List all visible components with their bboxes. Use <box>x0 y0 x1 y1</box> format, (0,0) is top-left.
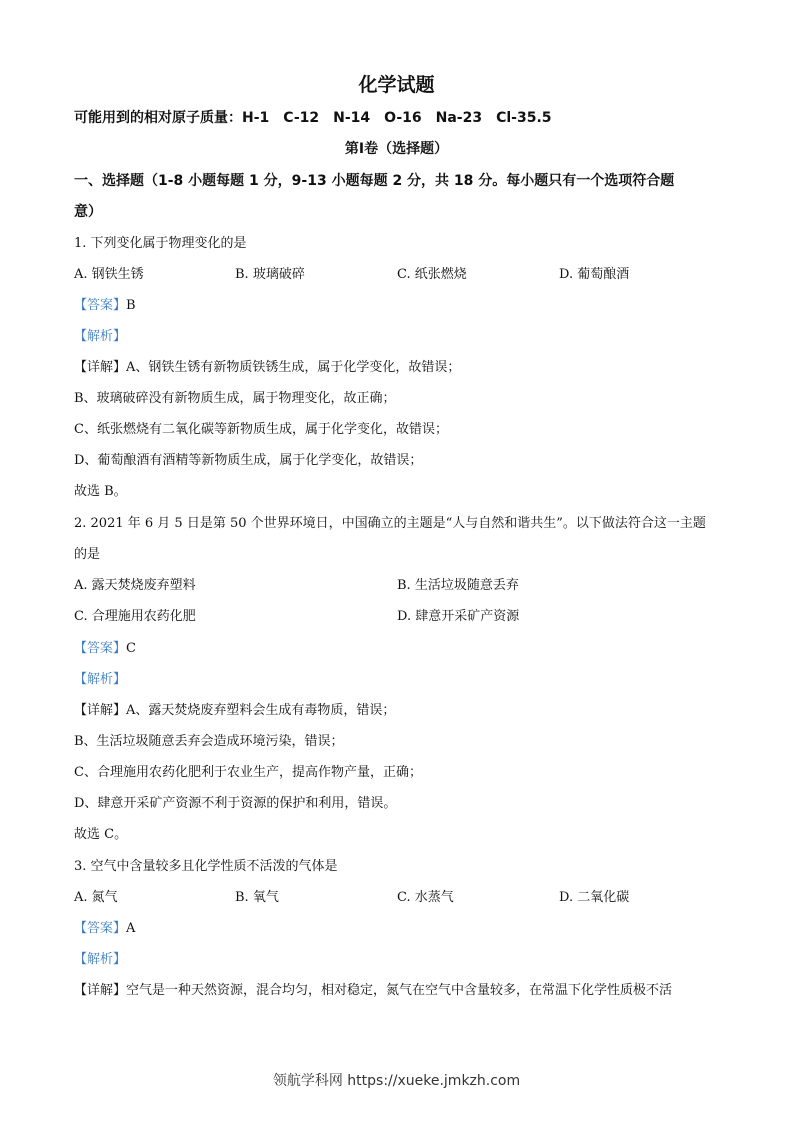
question-3-answer <box>74 920 135 938</box>
detail-text: A、露天焚烧废弃塑料会生成有毒物质，错误； <box>126 703 396 718</box>
question-2-option-b: B. 生活垃圾随意丢弃 <box>397 578 519 593</box>
atomic-masses-line: 可能用到的相对原子质量：H-1 C-12 N-14 O-16 Na-23 Cl-35.5 <box>74 110 552 126</box>
question-2-answer <box>74 640 136 658</box>
question-2-detail-line: D、肆意开采矿产资源不利于资源的保护和利用，错误。 <box>74 796 397 811</box>
detail-label: 【详解】 <box>74 983 127 998</box>
question-1-stem: 1. 下列变化属于物理变化的是 <box>74 236 247 251</box>
question-1-option-a: A. 钢铁生锈 <box>74 267 144 282</box>
answer-label: 【答案】 <box>74 641 127 656</box>
question-2-option-c: C. 合理施用农药化肥 <box>74 609 196 624</box>
question-3-option-c: C. 水蒸气 <box>397 890 454 905</box>
section-heading-continued: 意） <box>74 204 102 220</box>
question-2-stem: 2. 2021 年 6 月 5 日是第 50 个世界环境日，中国确立的主题是“人与自然和谐共生”。以下做法符合这一主题 <box>74 516 706 531</box>
section-heading: 一、选择题（1-8 小题每题 1 分，9-13 小题每题 2 分，共 18 分。每小题只有一个选项符合题 <box>74 173 675 189</box>
question-2-option-a: A. 露天焚烧废弃塑料 <box>74 578 196 593</box>
detail-text: 空气是一种天然资源，混合均匀，相对稳定，氮气在空气中含量较多，在常温下化学性质极不活 <box>126 983 673 998</box>
question-3-option-d: D. 二氧化碳 <box>559 890 630 905</box>
question-1-conclusion: 故选 B。 <box>74 484 127 499</box>
question-1-option-b: B. 玻璃破碎 <box>235 267 305 282</box>
question-3-option-a: A. 氮气 <box>74 890 118 905</box>
answer-value: B <box>126 298 136 313</box>
question-3-detail-line <box>74 982 672 1000</box>
question-2-detail-line: C、合理施用农药化肥利于农业生产，提高作物产量，正确； <box>74 765 422 780</box>
question-2-conclusion: 故选 C。 <box>74 827 128 842</box>
answer-label: 【答案】 <box>74 298 127 313</box>
question-2-detail-line <box>74 702 395 720</box>
question-1-detail-line: D、葡萄酿酒有酒精等新物质生成，属于化学变化，故错误； <box>74 453 423 468</box>
question-1-detail-line <box>74 359 460 377</box>
question-1-detail-line: C、纸张燃烧有二氧化碳等新物质生成，属于化学变化，故错误； <box>74 422 448 437</box>
question-3-analysis-label: 【解析】 <box>74 952 127 967</box>
question-3-option-b: B. 氧气 <box>235 890 279 905</box>
question-2-option-d: D. 肆意开采矿产资源 <box>397 609 520 624</box>
question-2-detail-line: B、生活垃圾随意丢弃会造成环境污染，错误； <box>74 734 344 749</box>
page-footer-watermark: 领航学科网 https://xueke.jmkzh.com <box>272 1073 521 1089</box>
volume-heading: 第Ⅰ卷（选择题） <box>344 141 449 157</box>
question-2-stem-continued: 的是 <box>74 547 101 562</box>
question-1-detail-line: B、玻璃破碎没有新物质生成，属于物理变化，故正确； <box>74 391 396 406</box>
detail-label: 【详解】 <box>74 703 127 718</box>
question-1-answer <box>74 297 136 315</box>
question-1-option-c: C. 纸张燃烧 <box>397 267 467 282</box>
detail-text: A、钢铁生锈有新物质铁锈生成，属于化学变化，故错误； <box>126 360 461 375</box>
page-title: 化学试题 <box>358 74 435 96</box>
question-1-analysis-label: 【解析】 <box>74 329 127 344</box>
answer-value: A <box>126 921 136 936</box>
answer-label: 【答案】 <box>74 921 127 936</box>
question-2-analysis-label: 【解析】 <box>74 672 127 687</box>
detail-label: 【详解】 <box>74 360 127 375</box>
answer-value: C <box>126 641 136 656</box>
question-1-option-d: D. 葡萄酿酒 <box>559 267 630 282</box>
question-3-stem: 3. 空气中含量较多且化学性质不活泼的气体是 <box>74 859 338 874</box>
